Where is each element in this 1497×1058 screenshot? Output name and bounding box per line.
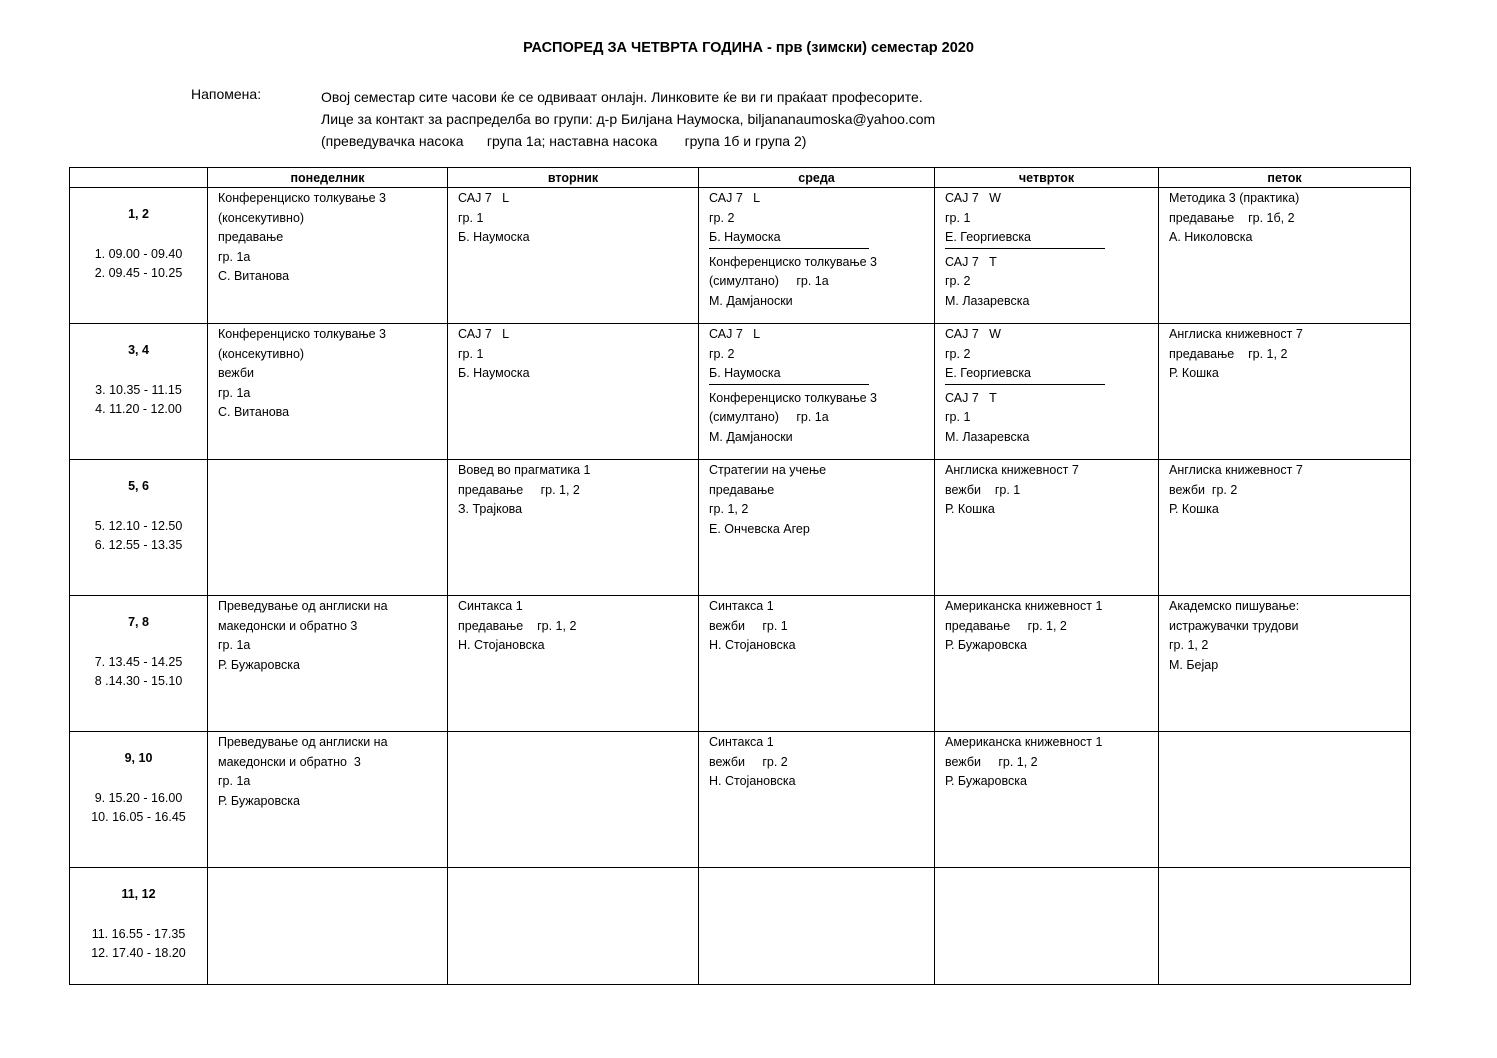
class-entry-line: Конференциско толкување 3 — [218, 191, 387, 205]
class-cell-thursday — [935, 596, 1159, 732]
class-cell-thursday — [935, 460, 1159, 596]
class-cell-tuesday — [448, 460, 699, 596]
class-entry-line: гр. 1 — [458, 210, 484, 225]
class-entry — [699, 324, 934, 384]
class-entry — [208, 188, 447, 287]
class-entry-line: Р. Бужаровска — [945, 638, 1027, 653]
time-slot-row — [70, 596, 1411, 732]
period-time: 11. 16.55 - 17.35 — [91, 926, 186, 941]
period-numbers: 11, 12 — [121, 887, 156, 901]
header-row — [70, 168, 1411, 188]
time-slot-cell — [70, 460, 208, 596]
class-entry-line: САЈ 7 L — [709, 327, 761, 341]
class-entry — [1159, 596, 1410, 675]
class-entry-line: вежби гр. 1, 2 — [945, 754, 1038, 769]
class-entry-line: македонски и обратно 3 — [218, 618, 358, 633]
class-entry-line: Р. Бужаровска — [945, 774, 1027, 789]
class-entry-line: гр. 1а — [218, 774, 251, 789]
period-time: 2. 09.45 - 10.25 — [94, 266, 183, 281]
class-entry-line: предавање гр. 1, 2 — [1169, 346, 1288, 361]
class-cell-friday — [1159, 596, 1411, 732]
class-cell-friday — [1159, 868, 1411, 985]
time-slot-row — [70, 188, 1411, 324]
class-entry-line: Методика 3 (практика) — [1169, 191, 1300, 205]
class-entry-line: предавање — [218, 230, 284, 245]
class-entry-line: Б. Наумоска — [458, 366, 530, 381]
class-entry-line: вежби — [218, 366, 254, 381]
class-entry-line: гр. 1а — [218, 385, 251, 400]
class-entry-line: вежби гр. 1 — [945, 482, 1021, 497]
class-entry-line: предавање — [709, 482, 775, 497]
class-entry — [935, 324, 1158, 384]
class-entry-line: македонски и обратно 3 — [218, 754, 361, 769]
note-line: (преведувачка насока група 1а; наставна насока група 1б и група 2) — [321, 133, 807, 149]
class-entry — [448, 324, 698, 384]
class-entry — [935, 732, 1158, 792]
class-entry — [448, 596, 698, 656]
period-time: 9. 15.20 - 16.00 — [94, 790, 183, 805]
class-entry — [208, 732, 447, 811]
corner-cell — [70, 168, 208, 188]
class-entry-line: Стратегии на учење — [709, 463, 827, 477]
class-cell-friday — [1159, 732, 1411, 868]
class-entry-line: (консекутивно) — [218, 346, 305, 361]
class-entry-line: (симултано) гр. 1а — [709, 410, 829, 425]
note-label: Напомена: — [191, 86, 262, 102]
class-entry-line: М. Дамјаноски — [709, 429, 793, 444]
class-entry-line: предавање гр. 1, 2 — [458, 618, 577, 633]
period-numbers: 9, 10 — [124, 751, 153, 765]
class-entry-line: вежби гр. 2 — [709, 754, 788, 769]
class-entry — [935, 596, 1158, 656]
period-numbers: 1, 2 — [128, 207, 149, 221]
day-header-thursday: четврток — [935, 168, 1159, 188]
class-cell-monday — [208, 732, 448, 868]
class-entry-line: Англиска книжевност 7 — [1169, 463, 1303, 477]
time-slot-row — [70, 868, 1411, 985]
schedule-body — [70, 188, 1411, 985]
class-entry-line: Е. Георгиевска — [945, 230, 1032, 245]
class-entry-line: Англиска книжевност 7 — [945, 463, 1079, 477]
period-time: 6. 12.55 - 13.35 — [94, 538, 183, 553]
period-time: 7. 13.45 - 14.25 — [94, 654, 183, 669]
class-cell-thursday — [935, 188, 1159, 324]
class-entry-line: гр. 1а — [218, 249, 251, 264]
class-entry-line: Б. Наумоска — [458, 230, 530, 245]
class-entry — [1159, 460, 1410, 520]
period-time: 10. 16.05 - 16.45 — [91, 810, 186, 825]
class-entry-line: М. Бејар — [1169, 657, 1219, 672]
note-text — [321, 86, 935, 152]
class-entry-line: предавање гр. 1, 2 — [945, 618, 1067, 633]
class-entry-line: Конференциско толкување 3 — [709, 390, 878, 405]
class-entry-line: вежби гр. 2 — [1169, 482, 1238, 497]
period-numbers: 3, 4 — [128, 343, 149, 357]
class-cell-wednesday — [699, 324, 935, 460]
class-entry — [935, 249, 1158, 312]
class-entry-line: (консекутивно) — [218, 210, 305, 225]
period-time: 8 .14.30 - 15.10 — [94, 674, 183, 689]
class-cell-friday — [1159, 460, 1411, 596]
class-cell-monday — [208, 460, 448, 596]
class-entry-line: Н. Стојановска — [709, 638, 796, 653]
class-entry — [699, 596, 934, 656]
class-cell-thursday — [935, 868, 1159, 985]
class-entry — [699, 460, 934, 539]
class-entry-line: С. Витанова — [218, 405, 290, 420]
page-title: РАСПОРЕД ЗА ЧЕТВРТА ГОДИНА - прв (зимски) семестар 2020 — [523, 40, 974, 56]
note-line: Овој семестар сите часови ќе се одвиваат онлајн. Линковите ќе ви ги праќаат професорите. — [321, 89, 923, 105]
class-entry-line: гр. 2 — [709, 346, 735, 361]
class-entry-line: гр. 2 — [709, 210, 735, 225]
class-entry-line: гр. 1, 2 — [1169, 638, 1209, 653]
class-cell-wednesday — [699, 732, 935, 868]
class-entry-line: САЈ 7 T — [945, 390, 997, 405]
class-cell-wednesday — [699, 460, 935, 596]
class-entry-line: САЈ 7 L — [458, 191, 510, 205]
class-entry-line: гр. 1, 2 — [709, 502, 749, 517]
time-slot-row — [70, 732, 1411, 868]
class-entry — [699, 249, 934, 312]
class-entry-line: Н. Стојановска — [709, 774, 796, 789]
class-cell-friday — [1159, 324, 1411, 460]
time-slot-row — [70, 324, 1411, 460]
period-time: 3. 10.35 - 11.15 — [95, 382, 182, 397]
class-cell-tuesday — [448, 324, 699, 460]
period-time: 1. 09.00 - 09.40 — [94, 246, 183, 261]
class-entry-line: САЈ 7 W — [945, 191, 1001, 205]
class-entry-line: М. Лазаревска — [945, 429, 1030, 444]
note-line: Лице за контакт за распределба во групи: д-р Билјана Наумоска, biljananaumoska@yahoo.com — [321, 111, 936, 127]
class-entry-line: Преведување од англиски на — [218, 735, 388, 749]
period-numbers: 7, 8 — [128, 615, 149, 629]
time-slot-cell — [70, 324, 208, 460]
class-entry-line: САЈ 7 T — [945, 254, 997, 269]
class-entry-line: Синтакса 1 — [709, 735, 774, 749]
class-entry — [448, 188, 698, 248]
class-entry — [699, 188, 934, 248]
class-cell-monday — [208, 188, 448, 324]
class-entry-line: Американска книжевност 1 — [945, 599, 1103, 613]
class-cell-thursday — [935, 732, 1159, 868]
class-entry-line: гр. 1 — [945, 210, 971, 225]
time-slot-row — [70, 460, 1411, 596]
class-entry-line: Р. Кошка — [945, 502, 995, 517]
class-entry-line: Е. Ончевска Агер — [709, 521, 810, 536]
class-entry — [1159, 188, 1410, 248]
class-entry-line: предавање гр. 1, 2 — [458, 482, 580, 497]
class-entry-line: САЈ 7 L — [709, 191, 761, 205]
period-numbers: 5, 6 — [128, 479, 149, 493]
class-entry — [699, 732, 934, 792]
class-entry-line: Академско пишување: — [1169, 599, 1300, 613]
class-entry-line: А. Николовска — [1169, 230, 1253, 245]
period-time: 12. 17.40 - 18.20 — [91, 946, 186, 961]
class-entry — [699, 385, 934, 448]
time-slot-cell — [70, 596, 208, 732]
class-cell-monday — [208, 596, 448, 732]
period-time: 4. 11.20 - 12.00 — [95, 402, 182, 417]
day-header-tuesday: вторник — [448, 168, 699, 188]
time-slot-cell — [70, 732, 208, 868]
class-entry-line: вежби гр. 1 — [709, 618, 788, 633]
class-entry-line: Е. Георгиевска — [945, 366, 1032, 381]
class-cell-tuesday — [448, 596, 699, 732]
class-entry — [935, 188, 1158, 248]
class-entry-line: гр. 2 — [945, 274, 971, 289]
class-cell-wednesday — [699, 868, 935, 985]
class-entry-line: САЈ 7 L — [458, 327, 510, 341]
class-entry-line: Р. Кошка — [1169, 502, 1219, 517]
class-cell-wednesday — [699, 596, 935, 732]
class-cell-tuesday — [448, 732, 699, 868]
class-cell-wednesday — [699, 188, 935, 324]
class-entry-line: Р. Бужаровска — [218, 657, 300, 672]
class-entry-line: (симултано) гр. 1а — [709, 274, 829, 289]
class-entry-line: Р. Кошка — [1169, 366, 1219, 381]
class-entry — [935, 385, 1158, 448]
class-entry-line: Н. Стојановска — [458, 638, 545, 653]
class-entry-line: гр. 1 — [458, 346, 484, 361]
class-entry-line: Конференциско толкување 3 — [218, 327, 387, 341]
time-slot-cell — [70, 868, 208, 985]
day-header-friday: петок — [1159, 168, 1411, 188]
class-entry-line: истражувачки трудови — [1169, 618, 1299, 633]
schedule-table — [69, 167, 1411, 985]
class-entry — [935, 460, 1158, 520]
class-entry-line: Конференциско толкување 3 — [709, 254, 878, 269]
class-cell-thursday — [935, 324, 1159, 460]
class-entry — [208, 324, 447, 423]
class-entry-line: Б. Наумоска — [709, 366, 781, 381]
class-entry-line: гр. 1а — [218, 638, 251, 653]
class-entry-line: Б. Наумоска — [709, 230, 781, 245]
class-entry-line: З. Трајкова — [458, 502, 523, 517]
time-slot-cell — [70, 188, 208, 324]
class-entry-line: Американска книжевност 1 — [945, 735, 1103, 749]
class-entry-line: гр. 1 — [945, 410, 971, 425]
class-entry-line: Р. Бужаровска — [218, 793, 300, 808]
class-entry-line: Вовед во прагматика 1 — [458, 463, 591, 477]
class-entry-line: предавање гр. 1б, 2 — [1169, 210, 1295, 225]
class-entry-line: С. Витанова — [218, 269, 290, 284]
class-entry-line: Англиска книжевност 7 — [1169, 327, 1303, 341]
class-entry-line: гр. 2 — [945, 346, 971, 361]
class-entry-line: САЈ 7 W — [945, 327, 1001, 341]
class-entry-line: М. Дамјаноски — [709, 293, 793, 308]
class-entry-line: Преведување од англиски на — [218, 599, 388, 613]
class-cell-tuesday — [448, 188, 699, 324]
class-entry — [208, 596, 447, 675]
class-entry-line: М. Лазаревска — [945, 293, 1030, 308]
class-entry — [1159, 324, 1410, 384]
class-cell-tuesday — [448, 868, 699, 985]
class-entry — [448, 460, 698, 520]
day-header-wednesday: среда — [699, 168, 935, 188]
class-cell-friday — [1159, 188, 1411, 324]
period-time: 5. 12.10 - 12.50 — [94, 518, 183, 533]
class-entry-line: Синтакса 1 — [709, 599, 774, 613]
day-header-monday: понеделник — [208, 168, 448, 188]
class-entry-line: Синтакса 1 — [458, 599, 523, 613]
class-cell-monday — [208, 868, 448, 985]
class-cell-monday — [208, 324, 448, 460]
